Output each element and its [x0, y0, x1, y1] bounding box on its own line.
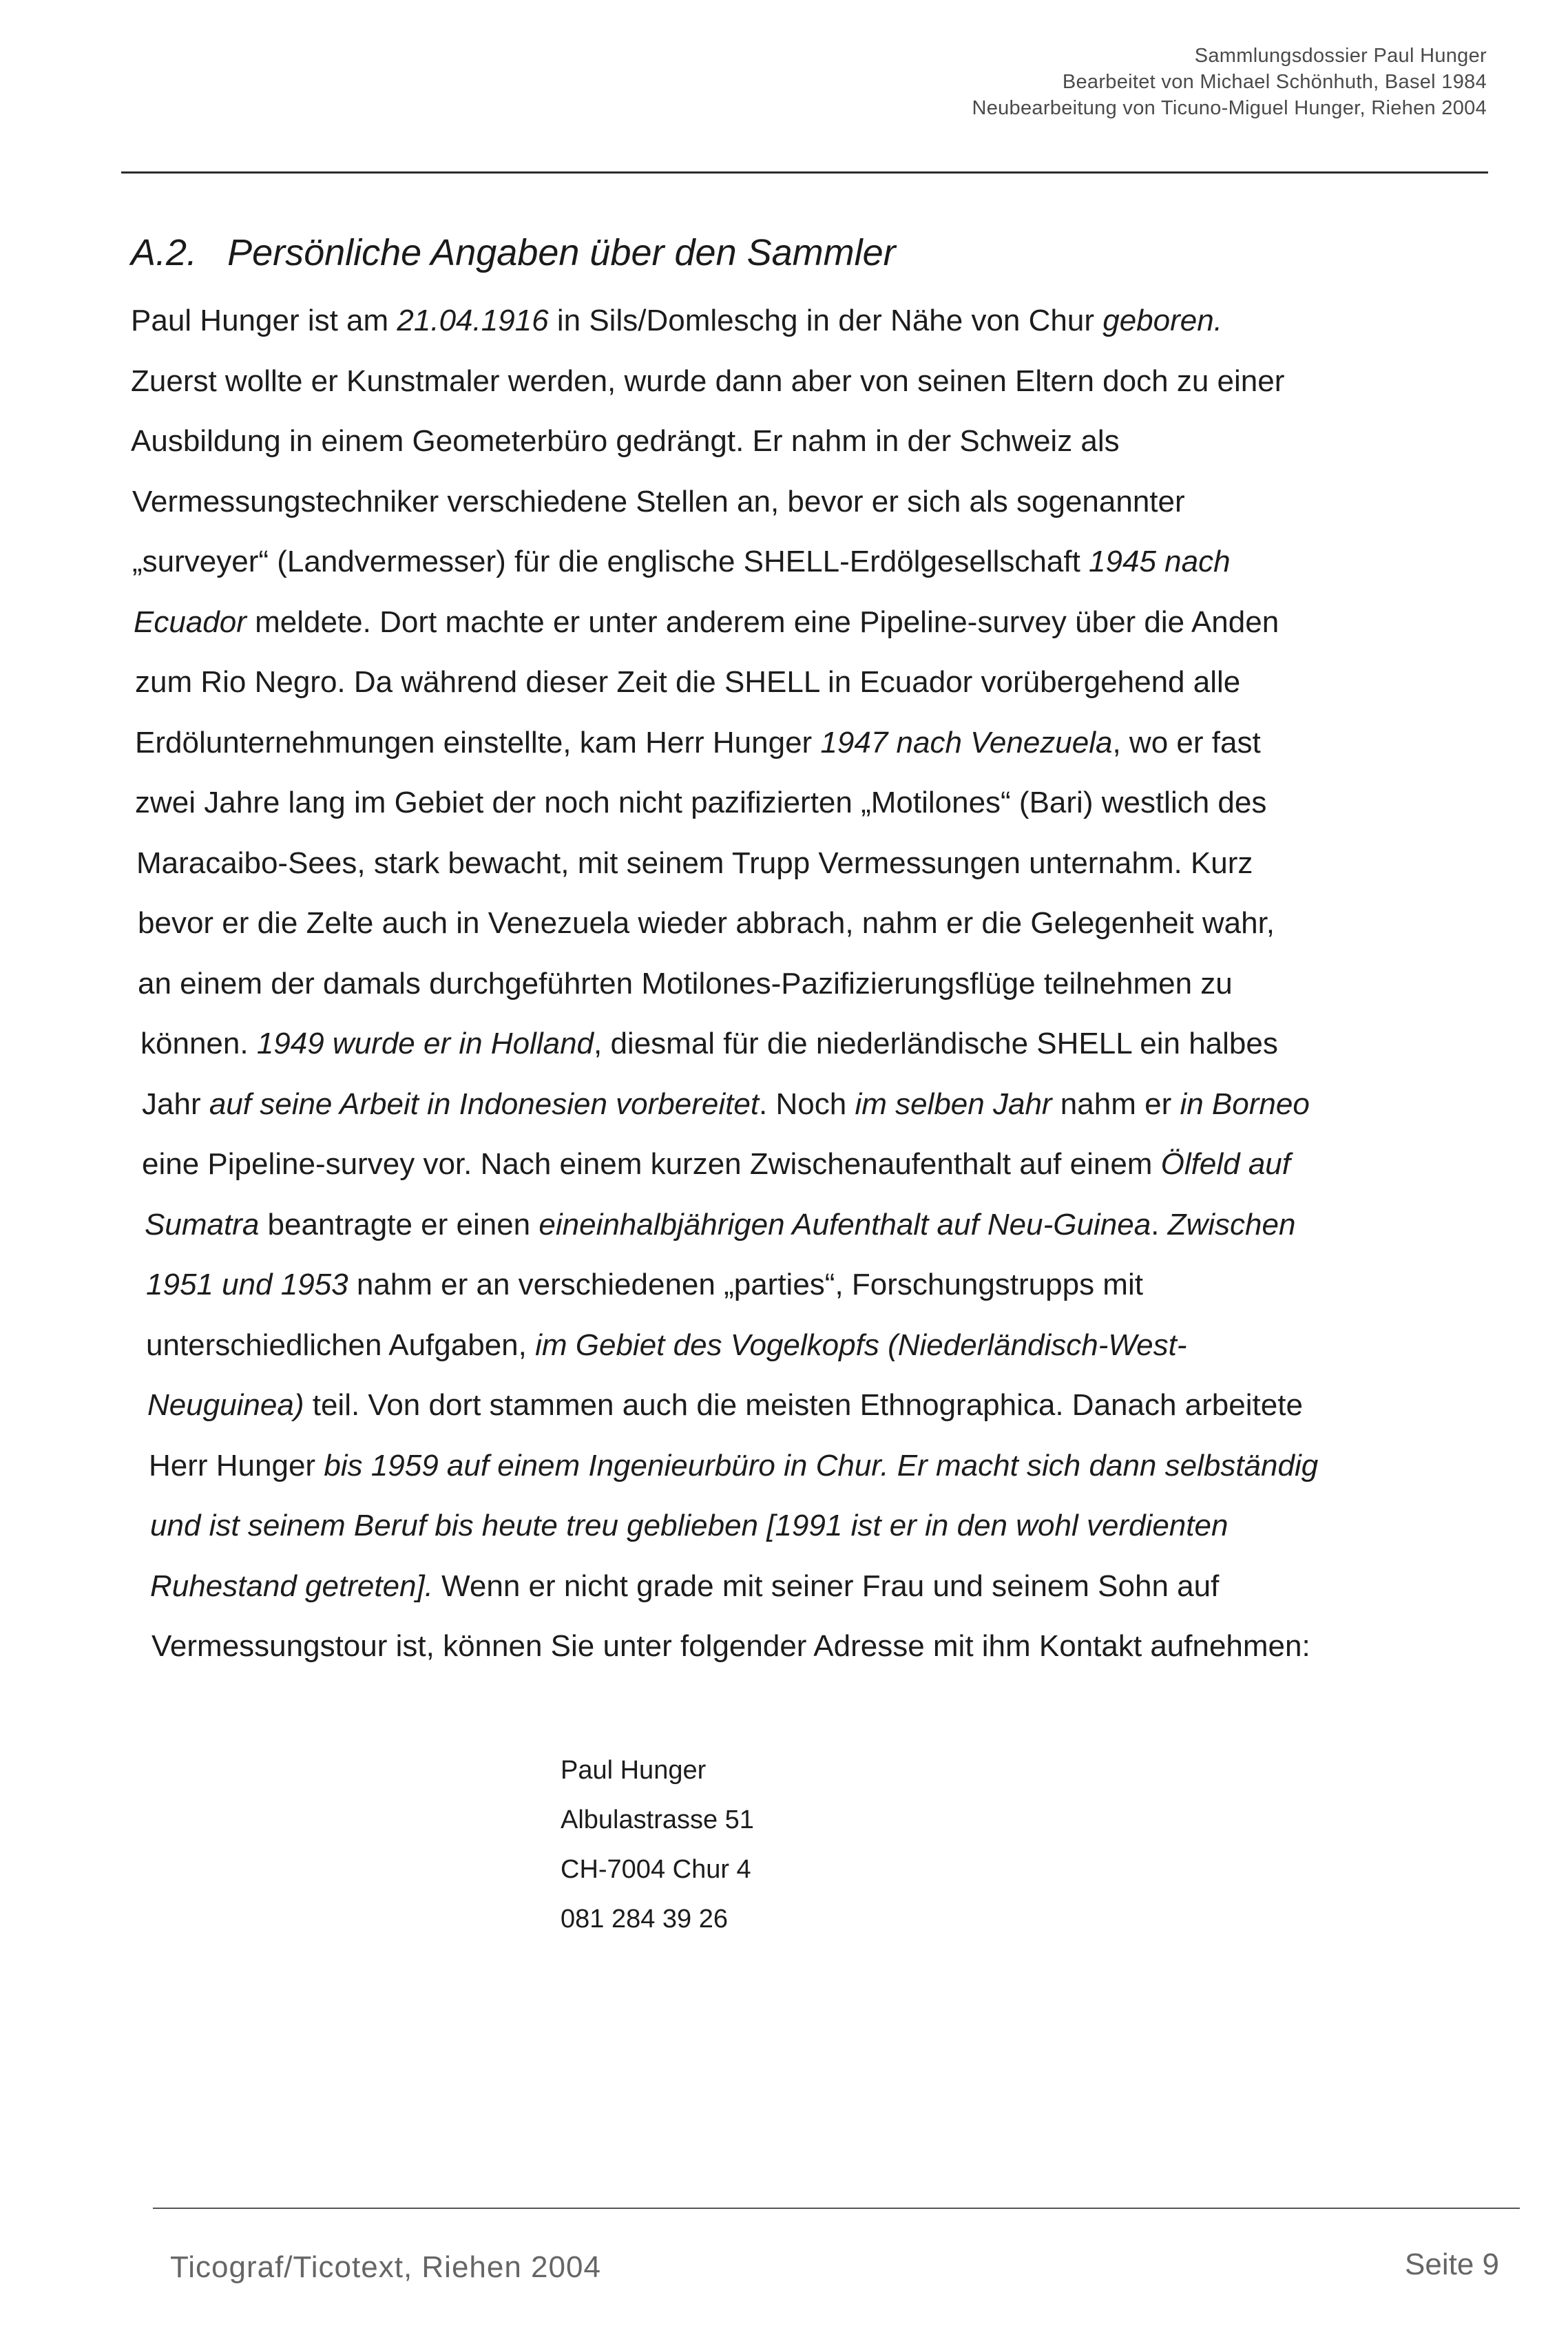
body-line — [138, 966, 1233, 1002]
body-line — [135, 664, 1240, 700]
body-text-run: Jahr — [142, 1087, 209, 1121]
body-text-run: Herr Hunger — [149, 1449, 324, 1482]
header-editor: Bearbeitet von Michael Schönhuth, Basel 1984 — [1062, 71, 1487, 93]
body-text-run: Maracaibo-Sees, stark bewacht, mit seinem Trupp Vermessungen unternahm. Kurz — [136, 846, 1253, 880]
body-text-run: nahm er — [1052, 1087, 1180, 1121]
body-line — [131, 364, 1284, 399]
body-text-run: meldete. Dort machte er unter anderem eine Pipeline-survey über die Anden — [246, 605, 1279, 639]
body-text-run: zwei Jahre lang im Gebiet der noch nicht pazifizierten „Motilones“ (Bari) westlich des — [135, 786, 1267, 819]
header-revision: Neubearbeitung von Ticuno-Miguel Hunger, Riehen 2004 — [972, 97, 1487, 119]
emphasis-text: und ist seinem Beruf bis heute treu geblieben [1991 ist er in den wohl verdienten — [150, 1509, 1229, 1542]
emphasis-text: im Gebiet des Vogelkopfs (Niederländisch-West- — [535, 1328, 1187, 1362]
emphasis-text: auf seine Arbeit in Indonesien vorbereitet — [209, 1087, 760, 1121]
body-text-run: Wenn er nicht grade mit seiner Frau und seinem Sohn auf — [432, 1569, 1220, 1603]
body-text-run: Vermessungstechniker verschiedene Stellen an, bevor er sich als sogenannter — [132, 485, 1185, 518]
body-line — [134, 605, 1279, 640]
emphasis-text: eineinhalbjährigen Aufenthalt auf Neu-Guinea — [539, 1208, 1151, 1241]
body-text-run: teil. Von dort stammen auch die meisten Ethnographica. Danach arbeitete — [304, 1388, 1303, 1422]
footer-publisher: Ticograf/Ticotext, Riehen 2004 — [170, 2250, 601, 2284]
body-line — [142, 1087, 1310, 1122]
body-line — [150, 1508, 1228, 1544]
emphasis-text: geboren. — [1102, 304, 1222, 337]
body-line — [140, 1026, 1278, 1062]
body-line — [150, 1569, 1219, 1604]
body-text-run: Erdölunternehmungen einstellte, kam Herr Hunger — [135, 726, 821, 759]
body-text-run: bevor er die Zelte auch in Venezuela wieder abbrach, nahm er die Gelegenheit wahr, — [138, 906, 1275, 940]
body-text-run: nahm er an verschiedenen „parties“, Forschungstrupps mit — [348, 1268, 1143, 1301]
section-title: Persönliche Angaben über den Sammler — [227, 232, 896, 273]
body-text-run: . Noch — [759, 1087, 855, 1121]
body-line — [142, 1146, 1290, 1182]
body-line — [138, 905, 1275, 941]
body-line — [132, 544, 1231, 580]
body-text-run: beantragte er einen — [259, 1208, 539, 1241]
body-text-run: Paul Hunger ist am — [131, 304, 397, 337]
body-line — [147, 1387, 1303, 1423]
body-text-run: „surveyer“ (Landvermesser) für die englische SHELL-Erdölgesellschaft — [132, 545, 1089, 578]
body-line — [132, 484, 1185, 520]
page-number: Seite 9 — [1405, 2248, 1499, 2281]
emphasis-text: im selben Jahr — [855, 1087, 1052, 1121]
footer-divider — [153, 2208, 1520, 2209]
emphasis-text: Ölfeld auf — [1160, 1147, 1291, 1181]
emphasis-text: Zwischen — [1167, 1208, 1296, 1241]
body-line — [149, 1448, 1318, 1484]
body-line — [131, 303, 1222, 339]
address-city: CH-7004 Chur 4 — [561, 1855, 751, 1884]
body-text-run: unterschiedlichen Aufgaben, — [146, 1328, 536, 1362]
body-line — [131, 423, 1120, 459]
body-text-run: an einem der damals durchgeführten Motilones-Pazifizierungsflüge teilnehmen zu — [138, 967, 1233, 1000]
emphasis-text: in Borneo — [1180, 1087, 1310, 1121]
body-line — [151, 1628, 1310, 1664]
body-line — [135, 785, 1266, 821]
body-text-run: . — [1151, 1208, 1168, 1241]
body-text-run: , diesmal für die niederländische SHELL ein halbes — [594, 1027, 1278, 1060]
body-text-run: in Sils/Domleschg in der Nähe von Chur — [548, 304, 1103, 337]
header-title: Sammlungsdossier Paul Hunger — [1194, 45, 1487, 67]
emphasis-text: bis 1959 auf einem Ingenieurbüro in Chur. Er macht sich dann selbständig — [324, 1449, 1319, 1482]
emphasis-text: Ruhestand getreten]. — [150, 1569, 433, 1603]
emphasis-text: 1949 wurde er in Holland — [256, 1027, 594, 1060]
emphasis-text: Ecuador — [134, 605, 247, 639]
emphasis-text: 1947 nach Venezuela — [820, 726, 1113, 759]
emphasis-text: Sumatra — [145, 1208, 260, 1241]
emphasis-text: 1945 nach — [1089, 545, 1231, 578]
body-text-run: zum Rio Negro. Da während dieser Zeit die SHELL in Ecuador vorübergehend alle — [135, 665, 1241, 699]
address-block — [561, 1746, 754, 1944]
body-line — [146, 1267, 1143, 1303]
body-line — [136, 846, 1253, 881]
body-text-run: können. — [140, 1027, 257, 1060]
address-street: Albulastrasse 51 — [561, 1805, 754, 1834]
body-line — [135, 725, 1261, 761]
body-text-run: eine Pipeline-survey vor. Nach einem kurzen Zwischenaufenthalt auf einem — [142, 1147, 1161, 1181]
body-text-run: Zuerst wollte er Kunstmaler werden, wurde dann aber von seinen Eltern doch zu einer — [131, 364, 1285, 398]
body-line — [146, 1328, 1187, 1363]
emphasis-text: Neuguinea) — [147, 1388, 304, 1422]
emphasis-text: 21.04.1916 — [397, 304, 549, 337]
body-text-run: , wo er fast — [1112, 726, 1261, 759]
body-text-run: Ausbildung in einem Geometerbüro gedrängt. Er nahm in der Schweiz als — [131, 424, 1120, 458]
address-name: Paul Hunger — [561, 1756, 707, 1785]
address-phone: 081 284 39 26 — [561, 1905, 729, 1934]
section-number: A.2. — [131, 232, 198, 273]
body-line — [145, 1207, 1295, 1243]
body-text-run: Vermessungstour ist, können Sie unter folgender Adresse mit ihm Kontakt aufnehmen: — [151, 1629, 1310, 1663]
emphasis-text: 1951 und 1953 — [146, 1268, 348, 1301]
